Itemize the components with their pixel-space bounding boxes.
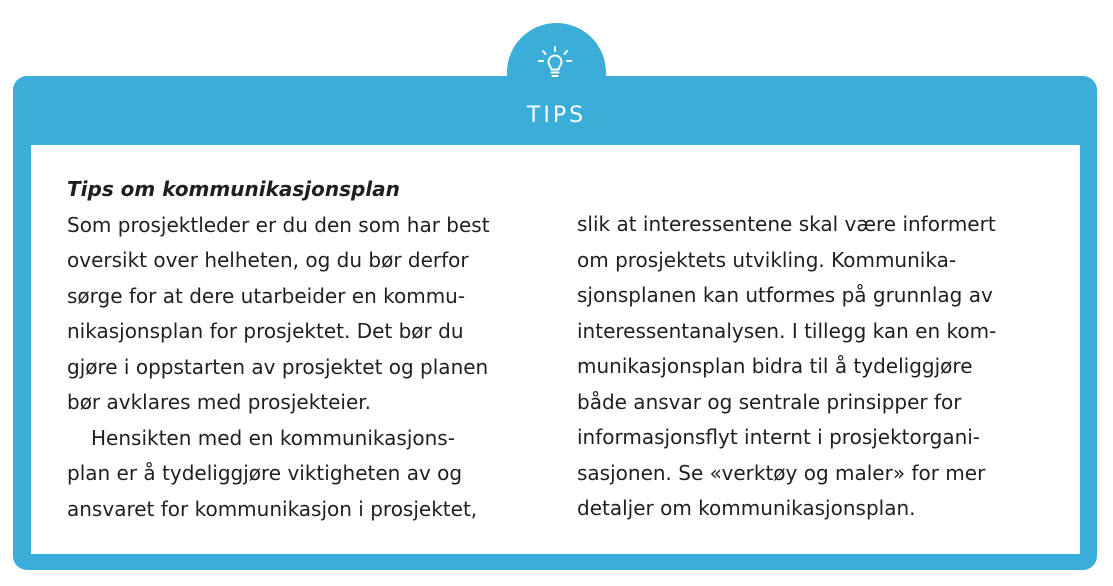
- tips-heading: Tips om kommunikasjonsplan: [67, 177, 400, 201]
- paragraph-line: om prosjektets utvikling. Kommunika-: [577, 247, 957, 272]
- paragraph-line: Hensikten med en kommunikasjons-: [91, 425, 455, 450]
- paragraph-line: munikasjonsplan bidra til å tydeliggjøre: [577, 354, 973, 378]
- paragraph-line: nikasjonsplan for prosjektet. Det bør du: [67, 319, 464, 343]
- lightbulb-icon: [535, 46, 575, 82]
- paragraph-line: oversikt over helheten, og du bør derfor: [67, 248, 469, 272]
- paragraph-line: både ansvar og sentrale prinsipper for: [577, 389, 962, 414]
- paragraph-line: gjøre i oppstarten av prosjektet og planen: [67, 354, 489, 379]
- tips-content-panel: [31, 145, 1080, 554]
- paragraph-line: detaljer om kommunikasjonsplan.: [577, 496, 916, 520]
- paragraph-line: Som prosjektleder er du den som har best: [67, 212, 490, 237]
- paragraph-line: informasjonsflyt internt i prosjektorgani-: [577, 425, 981, 449]
- paragraph-line: bør avklares med prosjekteier.: [67, 390, 372, 414]
- paragraph-line: plan er å tydeliggjøre viktigheten av og: [67, 461, 463, 485]
- paragraph-line: sasjonen. Se «verktøy og maler» for mer: [577, 460, 986, 485]
- paragraph-line: ansvaret for kommunikasjon i prosjektet,: [67, 496, 478, 521]
- tips-title: TIPS: [526, 103, 587, 128]
- left-column: [67, 172, 490, 527]
- paragraph-line: sørge for at dere utarbeider en kommu-: [67, 283, 466, 308]
- paragraph-line: sjonsplanen kan utformes på grunnlag av: [577, 283, 993, 307]
- paragraph-line: interessentanalysen. I tillegg kan en kom-: [577, 318, 997, 343]
- paragraph-line: slik at interessentene skal være informert: [577, 212, 996, 236]
- right-column: [577, 207, 996, 527]
